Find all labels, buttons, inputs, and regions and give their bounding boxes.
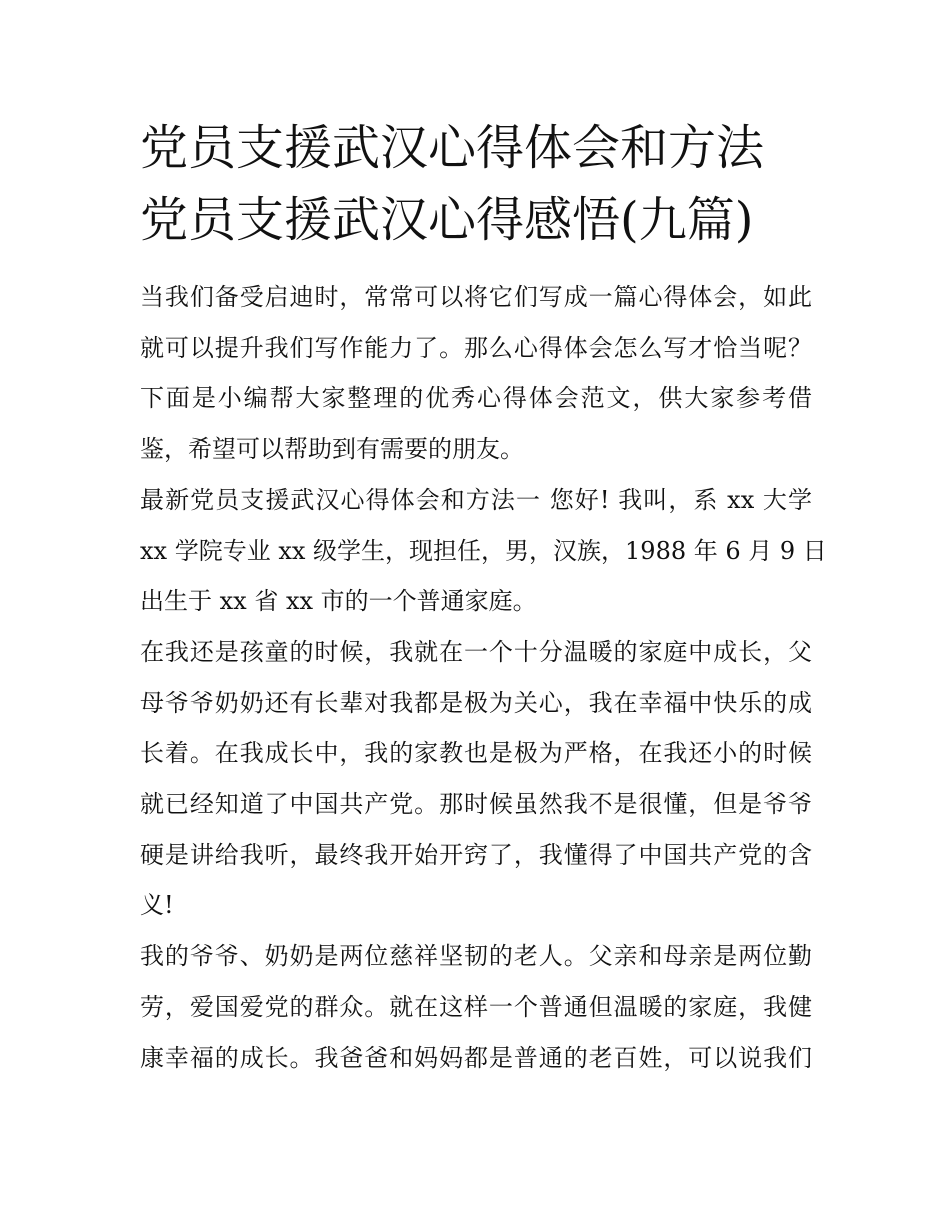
document-body: [140, 272, 827, 1083]
text-line: 就已经知道了中国共产党。那时候虽然我不是很懂，但是爷爷: [140, 790, 812, 819]
paragraph-self-introduction: [140, 475, 827, 627]
text-line: 硬是讲给我听，最终我开始开窍了，我懂得了中国共产党的含: [140, 840, 812, 869]
text-line: 康幸福的成长。我爸爸和妈妈都是普通的老百姓，可以说我们: [140, 1043, 812, 1072]
title-line-1: 党员支援武汉心得体会和方法: [140, 120, 765, 176]
paragraph-intro: [140, 272, 812, 475]
text-line: 我的爷爷、奶奶是两位慈祥坚韧的老人。父亲和母亲是两位勤: [140, 942, 812, 971]
document-content: [140, 112, 827, 1083]
text-line: 义!: [140, 891, 174, 920]
text-line: 最新党员支援武汉心得体会和方法一 您好! 我叫，系 xx 大学: [140, 485, 812, 514]
text-line: 就可以提升我们写作能力了。那么心得体会怎么写才恰当呢？: [140, 333, 812, 362]
paragraph-childhood: [140, 627, 812, 931]
title-line-2: 党员支援武汉心得感悟(九篇): [140, 192, 754, 248]
text-line: 劳，爱国爱党的群众。就在这样一个普通但温暖的家庭，我健: [140, 992, 812, 1021]
paragraph-family: [140, 931, 812, 1083]
text-line: 下面是小编帮大家整理的优秀心得体会范文，供大家参考借: [140, 384, 812, 413]
text-line: 在我还是孩童的时候，我就在一个十分温暖的家庭中成长，父: [140, 637, 812, 666]
text-line: 当我们备受启迪时，常常可以将它们写成一篇心得体会，如此: [140, 283, 812, 311]
text-line: 出生于 xx 省 xx 市的一个普通家庭。: [140, 587, 537, 616]
text-line: 长着。在我成长中，我的家教也是极为严格，在我还小的时候: [140, 739, 812, 768]
text-line: xx 学院专业 xx 级学生，现担任，男，汉族，1988 年 6 月 9 日: [140, 536, 827, 565]
document-title: [140, 112, 812, 256]
text-line: 鉴，希望可以帮助到有需要的朋友。: [140, 435, 524, 464]
text-line: 母爷爷奶奶还有长辈对我都是极为关心，我在幸福中快乐的成: [140, 688, 812, 717]
